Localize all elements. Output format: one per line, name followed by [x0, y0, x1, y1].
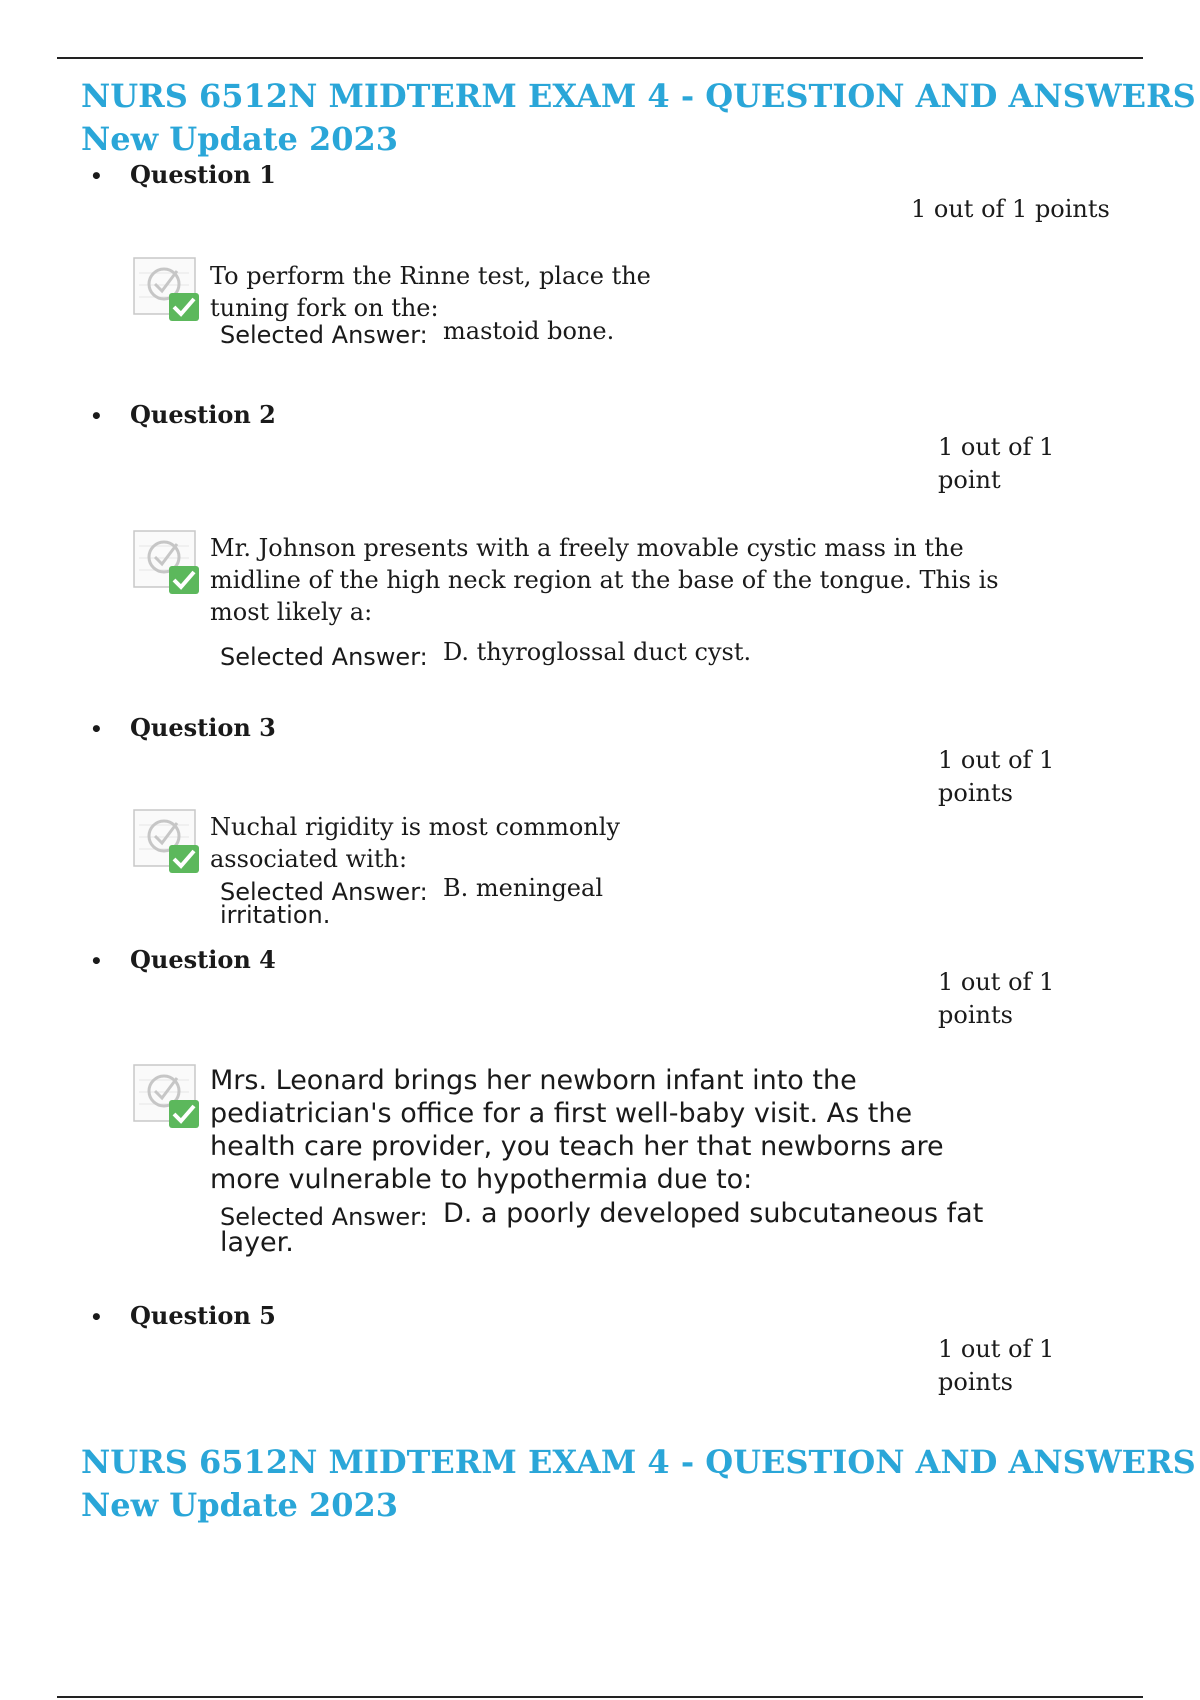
question-1-points: 1 out of 1 points [911, 195, 1110, 223]
question-3-answer-label: Selected Answer: [220, 878, 428, 906]
question-3-text: Nuchal rigidity is most commonly associated with: [210, 813, 620, 873]
bottom-rule [57, 1696, 1143, 1698]
question-3-selected-answer: B. meningeal [443, 874, 603, 902]
page-title-line1: NURS 6512N MIDTERM EXAM 4 - QUESTION AND ANSWERS [81, 77, 1196, 115]
question-2-points: 1 out of 1 point [938, 433, 1055, 494]
question-1-answer-label: Selected Answer: [220, 321, 428, 349]
question-4-text: Mrs. Leonard brings her newborn infant into the pediatrician's office for a first well-baby visit. As the health care provider, you teach her that newborns are more vulnerable to hypothermia due to: [210, 1065, 944, 1195]
question-4-selected-answer-continued: layer. [220, 1227, 294, 1258]
question-4-heading-text: Question 4 [130, 945, 276, 974]
footer-title-line2: New Update 2023 [81, 1486, 399, 1524]
page-title-line2: New Update 2023 [81, 120, 399, 158]
question-1-text: To perform the Rinne test, place the tuning fork on the: [210, 262, 651, 322]
correct-answer-check-icon [133, 1064, 201, 1130]
question-3-points: 1 out of 1 points [938, 746, 1055, 807]
question-2-heading-text: Question 2 [130, 400, 276, 429]
page-title [81, 75, 1196, 161]
correct-answer-check-icon [133, 809, 201, 875]
question-1-heading-text: Question 1 [130, 160, 276, 189]
question-1-selected-answer: mastoid bone. [443, 317, 615, 345]
top-rule [57, 57, 1143, 59]
question-2-answer-label: Selected Answer: [220, 643, 428, 671]
question-5-heading-text: Question 5 [130, 1301, 276, 1330]
question-4-points: 1 out of 1 points [938, 968, 1055, 1029]
question-5-points: 1 out of 1 points [938, 1335, 1055, 1396]
bullet: • [90, 164, 103, 188]
question-2-heading [90, 400, 276, 431]
correct-answer-check-icon [133, 257, 201, 323]
bullet: • [90, 717, 103, 741]
question-2-text: Mr. Johnson presents with a freely movable cystic mass in the midline of the high neck region at the base of the tongue. This is most likely a: [210, 534, 999, 626]
question-4-selected-answer: D. a poorly developed subcutaneous fat [443, 1198, 984, 1229]
bullet: • [90, 404, 103, 428]
footer-title [81, 1441, 1196, 1527]
question-5-heading [90, 1301, 276, 1332]
footer-title-line1: NURS 6512N MIDTERM EXAM 4 - QUESTION AND ANSWERS [81, 1443, 1196, 1481]
bullet: • [90, 1305, 103, 1329]
question-3-heading [90, 713, 276, 744]
question-2-selected-answer: D. thyroglossal duct cyst. [443, 638, 752, 666]
correct-answer-check-icon [133, 530, 201, 596]
question-3-heading-text: Question 3 [130, 713, 276, 742]
question-4-answer-label: Selected Answer: [220, 1203, 428, 1231]
question-1-heading [90, 160, 276, 191]
bullet: • [90, 949, 103, 973]
question-3-selected-answer-continued: irritation. [220, 901, 331, 929]
question-4-heading [90, 945, 276, 976]
